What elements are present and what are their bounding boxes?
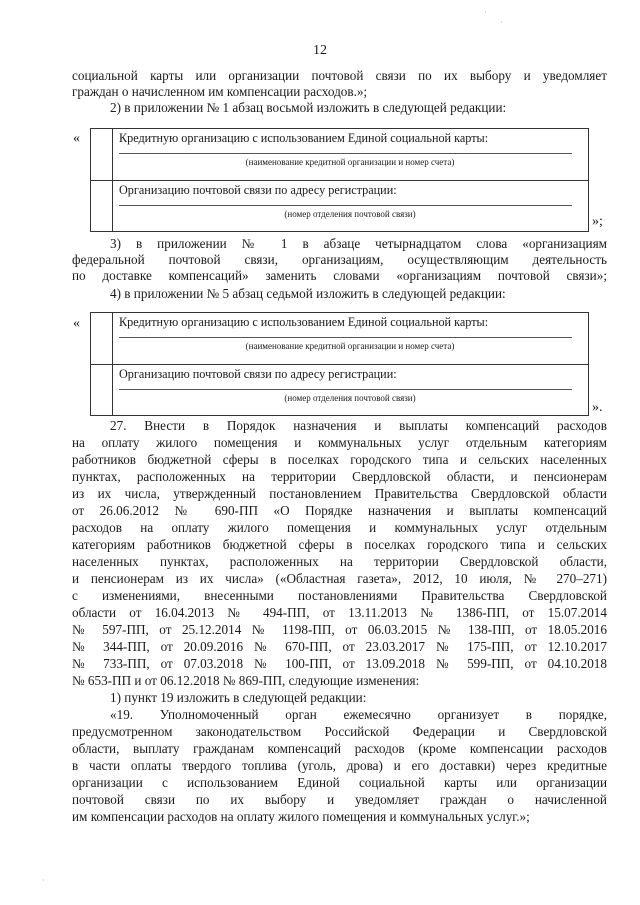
text-line: граждан о начисленном им компенсации расходов.»; [72, 84, 368, 99]
quote-close: »; [592, 214, 603, 229]
text-line: категориям работников бюджетной сферы в поселках городского типа и сельских [72, 537, 607, 552]
quote-close: ». [592, 400, 603, 415]
text-line: из их числа, утвержденный постановлением Правительства Свердловской области [72, 486, 607, 501]
text-line: 27. Внести в Порядок назначения и выплаты компенсаций расходов [110, 418, 607, 433]
text-line: на оплату жилого помещения и коммунальных услуг отдельным категориям [72, 435, 607, 450]
quote-open: « [73, 131, 80, 146]
text-line: области, выплату гражданам компенсаций расходов (кроме компенсации расходов [72, 741, 607, 756]
text-line: населенных пунктах, расположенных на территории Свердловской области, [72, 554, 607, 569]
credit-org-label: Кредитную организацию с использованием Единой социальной карты: [119, 315, 489, 329]
text-line: 4) в приложении № 5 абзац седьмой изложить в следующей редакции: [110, 286, 506, 301]
text-line: № 653-ПП и от 06.12.2018 № 869-ПП, следующие изменения: [72, 673, 420, 688]
text-line: от 26.06.2012 № 690-ПП «О Порядке назначения и выплаты компенсаций [72, 503, 607, 518]
checkbox-cell [91, 365, 113, 415]
post-org-hint: (номер отделения почтовой связи) [284, 209, 416, 219]
text-line: предусмотренном законодательством Российской Федерации и Свердловской [72, 724, 607, 739]
fill-line [119, 205, 572, 206]
scan-speck: · [500, 18, 503, 27]
checkbox-cell [91, 181, 113, 231]
table-row-credit [91, 313, 588, 364]
table-row-post [91, 180, 588, 231]
credit-org-label: Кредитную организацию с использованием Единой социальной карты: [119, 131, 489, 145]
text-line: по доставке компенсаций» заменить словами «организациям почтовой связи»; [72, 268, 607, 283]
text-line: расходов на оплату жилого помещения и коммунальных услуг отдельным [72, 520, 607, 535]
text-line: 2) в приложении № 1 абзац восьмой изложить в следующей редакции: [110, 100, 507, 115]
text-line: им компенсации расходов на оплату жилого помещения и коммунальных услуг.»; [72, 809, 530, 824]
table-row-credit [91, 129, 588, 180]
post-org-label: Организацию почтовой связи по адресу регистрации: [119, 183, 397, 197]
text-line: № 344-ПП, от 20.09.2016 № 670-ПП, от 23.03.2017 № 175-ПП, от 12.10.2017 [72, 639, 607, 654]
text-line: «19. Уполномоченный орган ежемесячно организует в порядке, [110, 707, 607, 722]
text-line: № 733-ПП, от 07.03.2018 № 100-ПП, от 13.09.2018 № 599-ПП, от 04.10.2018 [72, 656, 607, 671]
fill-line [119, 389, 572, 390]
text-line: 3) в приложении № 1 в абзаце четырнадцатом слова «организациям [110, 236, 607, 251]
checkbox-cell [91, 313, 113, 364]
table-row-post [91, 364, 588, 415]
text-line: в части оплаты твердого топлива (уголь, дрова) и его доставки) через кредитные [72, 758, 607, 773]
text-line: № 597-ПП, от 25.12.2014 № 1198-ПП, от 06.03.2015 № 138-ПП, от 18.05.2016 [72, 622, 607, 637]
text-line: и пенсионерам из их числа» («Областная газета», 2012, 10 июля, № 270–271) [72, 571, 607, 586]
text-line: пунктах, расположенных на территории Свердловской области, и пенсионерам [72, 469, 607, 484]
fill-line [119, 153, 572, 154]
text-line: области от 16.04.2013 № 494-ПП, от 13.11.2013 № 1386-ПП, от 15.07.2014 [72, 605, 607, 620]
post-org-hint: (номер отделения почтовой связи) [284, 393, 416, 403]
fill-line [119, 337, 572, 338]
payment-method-table-2 [90, 312, 589, 416]
text-line: организации с использованием Единой социальной карты или организации [72, 775, 607, 790]
quote-open: « [73, 316, 80, 331]
text-line: 1) пункт 19 изложить в следующей редакции: [110, 690, 367, 705]
credit-org-hint: (наименование кредитной организации и номер счета) [245, 341, 455, 351]
credit-org-hint: (наименование кредитной организации и номер счета) [245, 157, 455, 167]
text-line: социальной карты или организации почтовой связи по их выбору и уведомляет [72, 68, 607, 83]
checkbox-cell [91, 129, 113, 180]
text-line: федеральной почтовой связи, организациям, осуществляющим деятельность [72, 252, 607, 267]
text-line: почтовой связи по их выбору и уведомляет граждан о начисленной [72, 792, 607, 807]
page-number: 12 [313, 43, 327, 58]
post-org-label: Организацию почтовой связи по адресу регистрации: [119, 367, 397, 381]
text-line: с изменениями, внесенными постановлениями Правительства Свердловской [72, 588, 607, 603]
scan-speck: · [484, 8, 487, 17]
scan-speck: · [42, 876, 45, 885]
payment-method-table-1 [90, 128, 589, 232]
text-line: работников бюджетной сферы в поселках городского типа и сельских населенных [72, 452, 607, 467]
